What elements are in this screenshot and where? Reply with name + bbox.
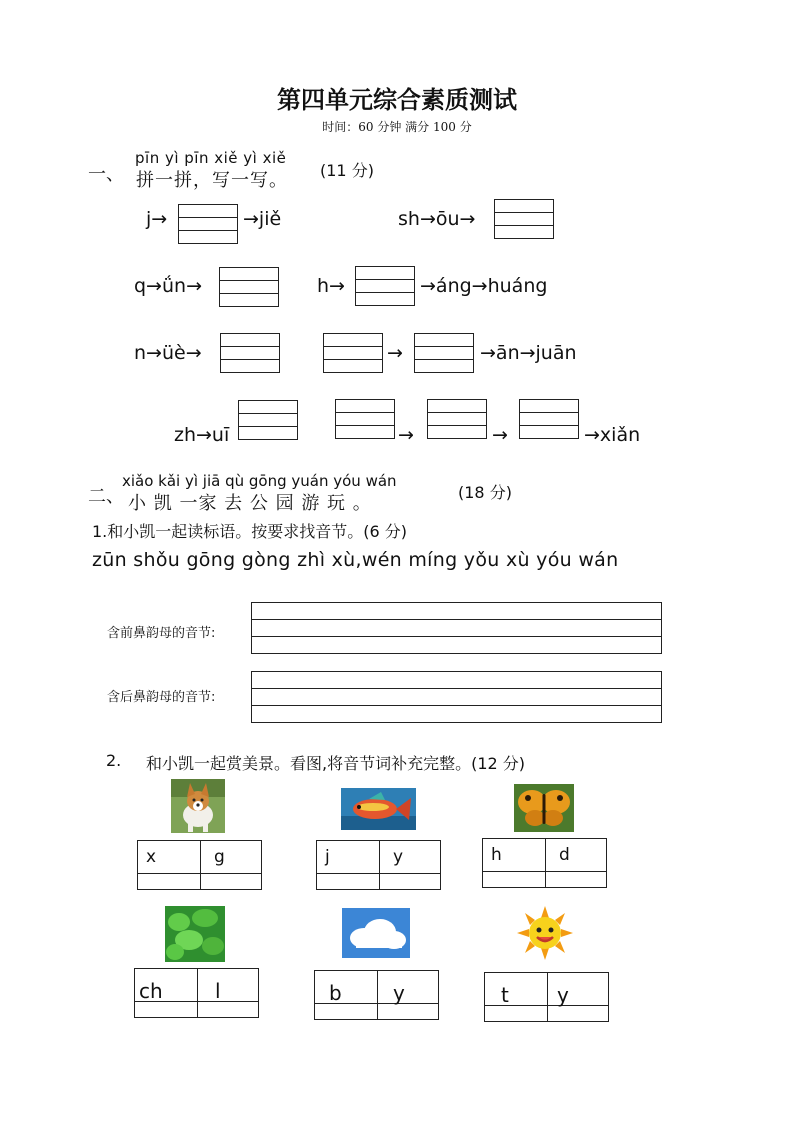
- q2-number: 2.: [106, 751, 122, 770]
- r3b-mid: →: [387, 342, 403, 364]
- word-table[interactable]: [316, 840, 441, 890]
- butterfly-picture: [514, 784, 574, 832]
- r1a-right: →jiě: [243, 208, 282, 230]
- dog-picture: [171, 779, 225, 833]
- q1-slogan: zūn shǒu gōng gòng zhì xù,wén míng yǒu xù yóu wán: [92, 549, 619, 571]
- pinyin-grid[interactable]: [355, 266, 415, 306]
- back-nasal-answer-lines[interactable]: [251, 671, 662, 723]
- pinyin-grid[interactable]: [219, 267, 279, 307]
- r2b-right: →áng→huáng: [420, 275, 548, 297]
- r4-arrow1: →: [398, 424, 414, 446]
- pinyin-grid[interactable]: [335, 399, 395, 439]
- pinyin-grid[interactable]: [238, 400, 298, 440]
- front-nasal-answer-lines[interactable]: [251, 602, 662, 654]
- word-table[interactable]: [484, 972, 609, 1022]
- initial-letter: y: [557, 983, 569, 1007]
- r3b-right: →ān→juān: [480, 342, 577, 364]
- section1-number: 一、: [88, 164, 124, 185]
- r4-arrow2: →: [492, 424, 508, 446]
- initial-letter: x: [146, 847, 157, 867]
- r2a-left: q→ǘn→: [134, 275, 202, 297]
- r4-right: →xiǎn: [584, 424, 641, 446]
- word-table[interactable]: [134, 968, 259, 1018]
- r1b-left: sh→ōu→: [398, 208, 476, 230]
- section1-pinyin: pīn yì pīn xiě yì xiě: [135, 149, 287, 167]
- section1-score: (11 分): [320, 161, 374, 180]
- pinyin-grid[interactable]: [494, 199, 554, 239]
- pinyin-grid[interactable]: [519, 399, 579, 439]
- fish-picture: [341, 788, 416, 830]
- pinyin-grid[interactable]: [220, 333, 280, 373]
- r2b-left: h→: [317, 275, 345, 297]
- initial-letter: j: [325, 847, 330, 867]
- page-title: 第四单元综合素质测试: [277, 85, 517, 114]
- initial-letter: ch: [139, 979, 163, 1003]
- q2-prompt: 和小凯一起赏美景。看图,将音节词补充完整。(12 分): [146, 754, 526, 773]
- cloud-picture: [342, 908, 410, 958]
- r1a-left: j→: [146, 208, 168, 230]
- initial-letter: y: [393, 981, 405, 1005]
- q1-prompt: 1.和小凯一起读标语。按要求找音节。(6 分): [92, 522, 408, 541]
- initial-letter: h: [491, 845, 502, 865]
- pinyin-grid[interactable]: [414, 333, 474, 373]
- initial-letter: t: [501, 983, 509, 1007]
- r3a-left: n→üè→: [134, 342, 202, 364]
- back-nasal-label: 含后鼻韵母的音节:: [107, 690, 216, 705]
- initial-letter: y: [393, 847, 404, 867]
- page-subtitle: 时间：60 分钟 满分 100 分: [322, 120, 472, 134]
- pinyin-grid[interactable]: [178, 204, 238, 244]
- section2-score: (18 分): [458, 483, 512, 502]
- r4-left: zh→uī: [174, 424, 230, 446]
- front-nasal-label: 含前鼻韵母的音节:: [107, 626, 216, 641]
- pinyin-grid[interactable]: [427, 399, 487, 439]
- initial-letter: l: [215, 979, 221, 1003]
- word-table[interactable]: [137, 840, 262, 890]
- section1-title: 拼一拼，写一写。: [136, 170, 288, 191]
- section2-pinyin: xiǎo kǎi yì jiā qù gōng yuán yóu wán: [122, 472, 397, 490]
- sun-picture: [515, 904, 575, 962]
- section2-title: 小 凯 一家 去 公 园 游 玩 。: [128, 493, 372, 514]
- section2-number: 二、: [88, 486, 124, 507]
- initial-letter: b: [329, 981, 342, 1005]
- word-table[interactable]: [314, 970, 439, 1020]
- pinyin-grid[interactable]: [323, 333, 383, 373]
- initial-letter: d: [559, 845, 570, 865]
- initial-letter: g: [214, 847, 225, 867]
- grass-picture: [165, 906, 225, 962]
- word-table[interactable]: [482, 838, 607, 888]
